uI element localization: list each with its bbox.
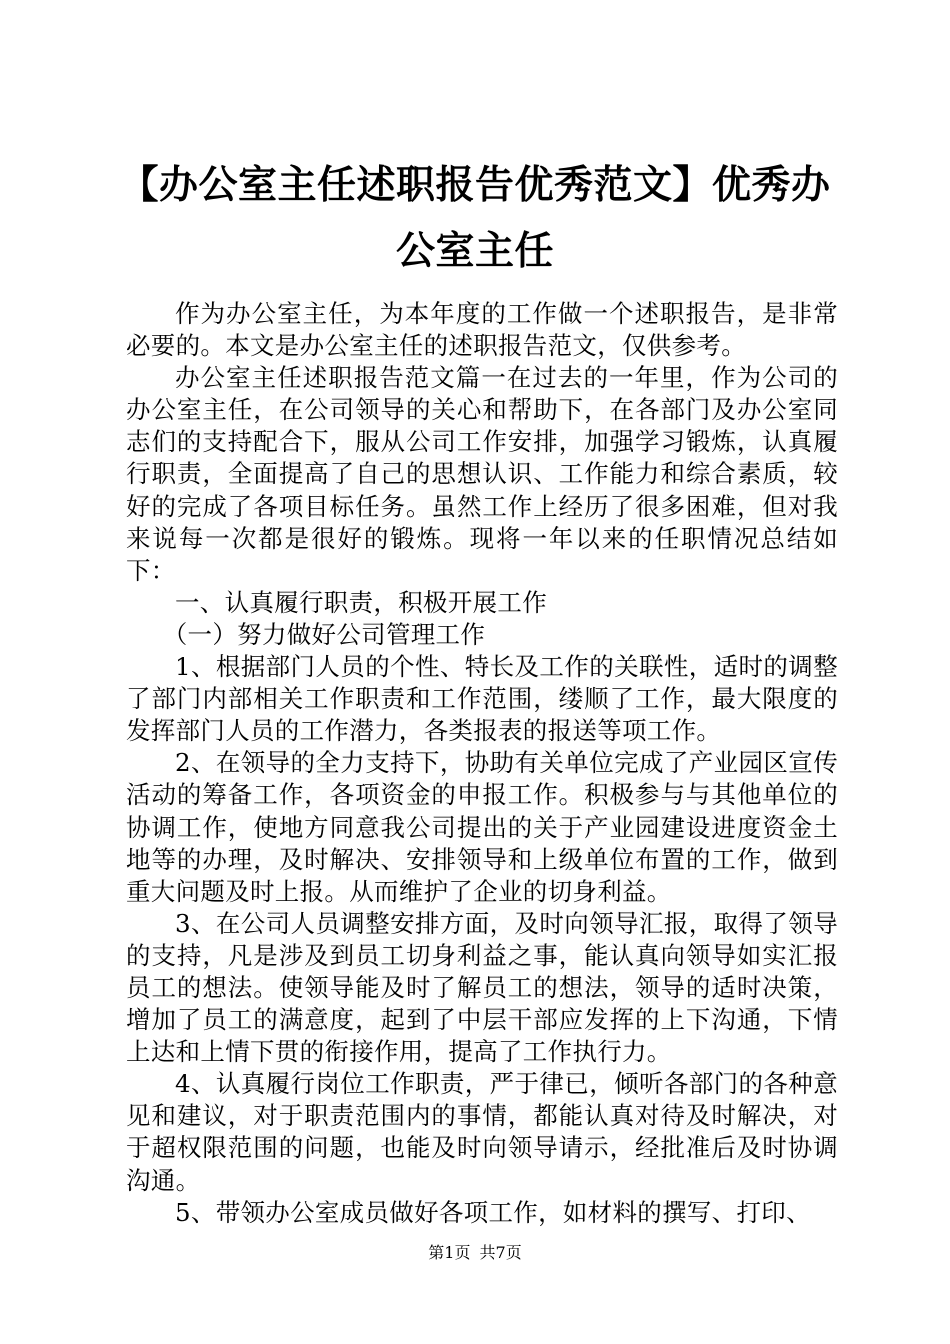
subsection-heading: （一）努力做好公司管理工作 <box>162 619 486 649</box>
page-footer <box>0 1243 950 1263</box>
paragraph-item-4: 4、认真履行岗位工作职责，严于律已，倾听各部门的各种意见和建议，对于职责范围内的事情，都能认真对待及时解决，对于超权限范围的问题，也能及时向领导请示，经批准后及时协调沟通。 <box>126 1069 838 1195</box>
paragraph-item-3: 3、在公司人员调整安排方面，及时向领导汇报，取得了领导的支持，凡是涉及到员工切身利益之事，能认真向领导如实汇报员工的想法。使领导能及时了解员工的想法，领导的适时决策，增加了员工的满意度，起到了中层干部应发挥的上下沟通，下情上达和上情下贯的衔接作用，提高了工作执行力。 <box>126 908 838 1067</box>
section-heading: 一、认真履行职责，积极开展工作 <box>175 587 547 617</box>
paragraph-summary: 办公室主任述职报告范文篇一在过去的一年里，作为公司的办公室主任，在公司领导的关心和帮助下，在各部门及办公室同志们的支持配合下，服从公司工作安排，加强学习锻炼，认真履行职责，全面提高了自己的思想认识、工作能力和综合素质，较好的完成了各项目标任务。虽然工作上经历了很多困难，但对我来说每一次都是很好的锻炼。现将一年以来的任职情况总结如下： <box>126 363 838 585</box>
paragraph-item-2: 2、在领导的全力支持下，协助有关单位完成了产业园区宣传活动的筹备工作，各项资金的申报工作。积极参与与其他单位的协调工作，使地方同意我公司提出的关于产业园建设进度资金土地等的办理，及时解决、安排领导和上级单位布置的工作，做到重大问题及时上报。从而维护了企业的切身利益。 <box>126 748 838 906</box>
page-total: 共7页 <box>479 1243 522 1262</box>
paragraph-item-1: 1、根据部门人员的个性、特长及工作的关联性，适时的调整了部门内部相关工作职责和工作范围，缕顺了工作，最大限度的发挥部门人员的工作潜力，各类报表的报送等项工作。 <box>126 652 838 746</box>
document-title: 【办公室主任述职报告优秀范文】优秀办公室主任 <box>119 162 831 274</box>
page-number: 第1页 <box>428 1243 471 1262</box>
paragraph-item-5: 5、带领办公室成员做好各项工作，如材料的撰写、打印、 <box>175 1197 811 1227</box>
paragraph-intro: 作为办公室主任，为本年度的工作做一个述职报告，是非常必要的。本文是办公室主任的述职报告范文，仅供参考。 <box>126 299 838 361</box>
document-body <box>126 298 838 1229</box>
